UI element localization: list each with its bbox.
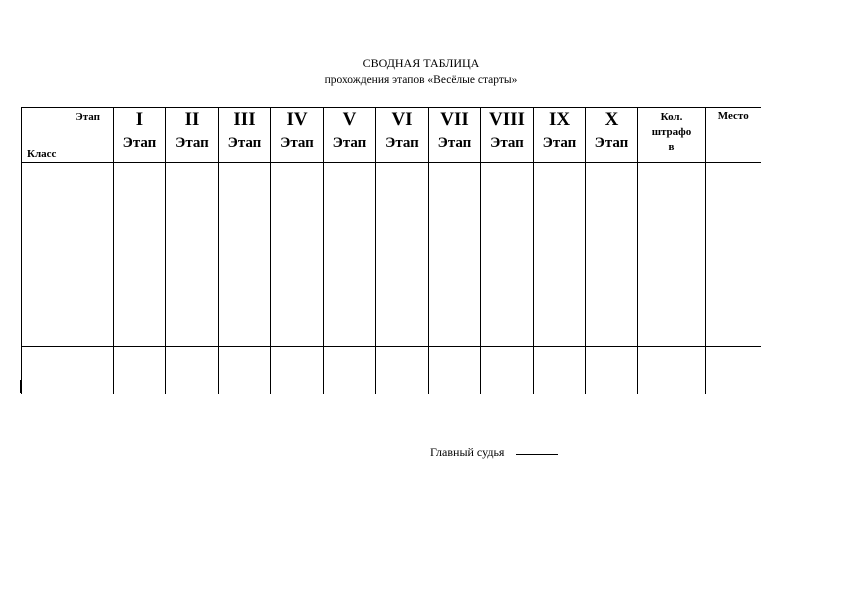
score-cell[interactable] — [324, 163, 376, 347]
place-header: Место — [706, 108, 761, 163]
corner-stage-label: Этап — [75, 111, 100, 123]
page-subtitle: прохождения этапов «Весёлые старты» — [324, 74, 518, 86]
penalties-cell[interactable] — [638, 347, 706, 394]
penalties-header: Кол. штрафо в — [638, 108, 706, 163]
stage-header-1: I Этап — [114, 108, 166, 163]
score-cell[interactable] — [481, 347, 534, 394]
stage-header-8: VIII Этап — [481, 108, 534, 163]
stage-header-2: II Этап — [166, 108, 219, 163]
stage-header-5: V Этап — [324, 108, 376, 163]
score-cell[interactable] — [219, 163, 271, 347]
score-cell[interactable] — [429, 347, 481, 394]
class-cell[interactable] — [22, 347, 114, 394]
table-row — [22, 347, 761, 394]
table-row — [22, 163, 761, 347]
class-cell[interactable] — [22, 163, 114, 347]
score-cell[interactable] — [376, 347, 429, 394]
score-cell[interactable] — [376, 163, 429, 347]
score-cell[interactable] — [114, 163, 166, 347]
score-cell[interactable] — [271, 163, 324, 347]
judge-label: Главный судья — [430, 445, 505, 459]
corner-class-label: Класс — [27, 148, 57, 160]
place-cell[interactable] — [706, 163, 761, 347]
signature-line[interactable] — [516, 454, 558, 455]
place-cell[interactable] — [706, 347, 761, 394]
stage-header-4: IV Этап — [271, 108, 324, 163]
score-cell[interactable] — [166, 163, 219, 347]
stage-header-7: VII Этап — [429, 108, 481, 163]
score-cell[interactable] — [166, 347, 219, 394]
score-cell[interactable] — [114, 347, 166, 394]
table-header-row — [22, 108, 761, 163]
score-cell[interactable] — [534, 347, 586, 394]
judge-signature — [430, 445, 558, 460]
score-cell[interactable] — [534, 163, 586, 347]
score-cell[interactable] — [586, 163, 638, 347]
stage-header-10: X Этап — [586, 108, 638, 163]
table-edge-mark — [20, 380, 22, 393]
stage-header-9: IX Этап — [534, 108, 586, 163]
score-cell[interactable] — [271, 347, 324, 394]
score-cell[interactable] — [586, 347, 638, 394]
score-cell[interactable] — [429, 163, 481, 347]
page-title: СВОДНАЯ ТАБЛИЦА — [362, 56, 480, 70]
penalties-cell[interactable] — [638, 163, 706, 347]
score-cell[interactable] — [481, 163, 534, 347]
summary-table — [21, 107, 761, 394]
score-cell[interactable] — [219, 347, 271, 394]
stage-header-6: VI Этап — [376, 108, 429, 163]
stage-header-3: III Этап — [219, 108, 271, 163]
score-cell[interactable] — [324, 347, 376, 394]
corner-cell — [22, 108, 114, 163]
